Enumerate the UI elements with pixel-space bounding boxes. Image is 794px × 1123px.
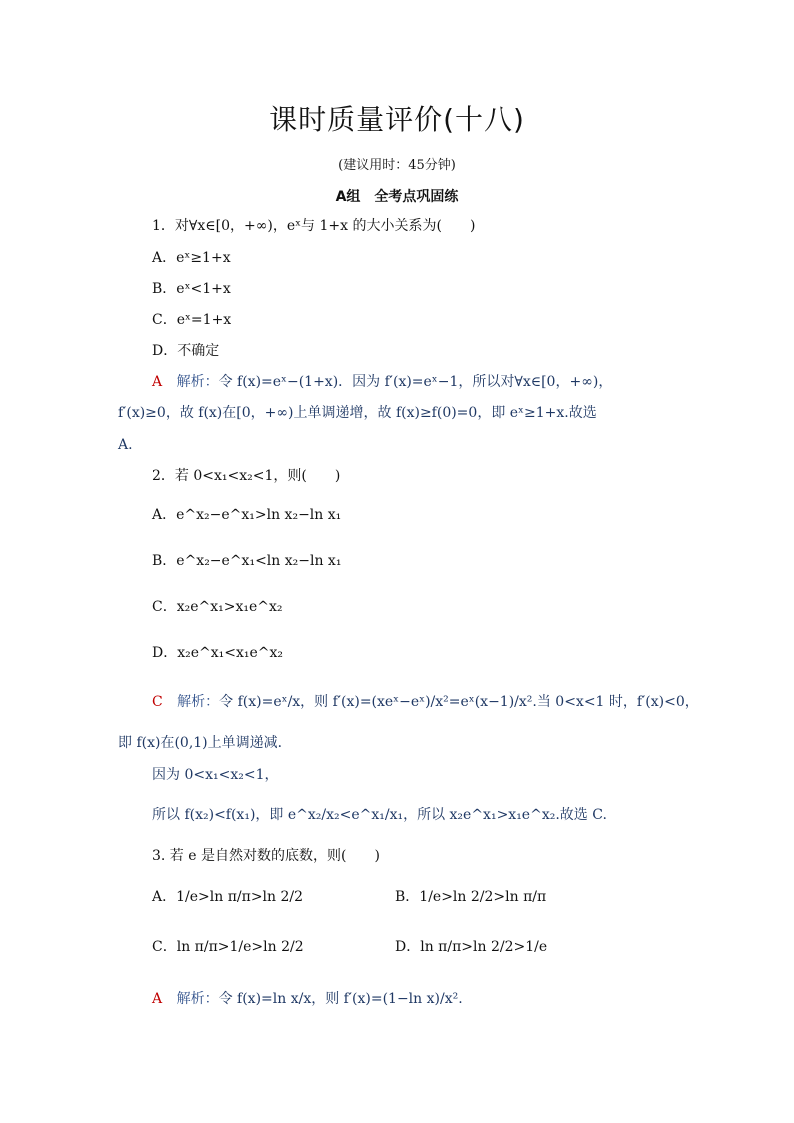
question-1-option-b: B．eˣ<1+x [152,281,231,297]
question-1-option-a: A．eˣ≥1+x [152,250,231,266]
question-1-answer: A [152,374,163,390]
question-3-option-c: C．ln π/π>1/e>ln 2/2 [152,939,304,955]
question-2-analysis-line-4: 所以 f(x₂)<f(x₁)，即 e^x₂/x₂<e^x₁/x₁，所以 x₂e^x₁>x₁e^x₂.故选 C. [152,807,607,823]
time-note: (建议用时：45分钟) [338,158,456,173]
question-2-stem: 2．若 0<x₁<x₂<1，则( ) [152,468,341,484]
question-3-answer: A [152,991,163,1007]
question-2-analysis-row [152,693,699,711]
question-2-analysis-line-2: 即 f(x)在(0,1)上单调递减． [118,735,292,751]
question-2-analysis-label: 解析： [177,694,220,710]
question-3-stem: 3. 若 e 是自然对数的底数，则( ) [152,848,380,864]
question-2-answer: C [152,694,163,710]
group-heading: A组 全考点巩固练 [335,189,459,205]
question-1-stem: 1．对∀x∈[0，+∞)，eˣ与 1+x 的大小关系为( ) [152,218,476,234]
question-3-analysis-label: 解析： [176,991,219,1007]
question-2-analysis-line-1: 令 f(x)=eˣ/x，则 f′(x)=(xeˣ−eˣ)/x²=eˣ(x−1)/x².当 0<x<1 时，f′(x)<0， [219,694,699,710]
question-1-analysis-label: 解析： [176,374,219,390]
question-3-analysis-line-1: 令 f(x)=ln x/x，则 f′(x)=(1−ln x)/x². [218,991,463,1007]
question-1-analysis-line-2: f′(x)≥0，故 f(x)在[0，+∞)上单调递增，故 f(x)≥f(0)=0，即 eˣ≥1+x.故选 [118,405,597,421]
question-1-option-c: C．eˣ=1+x [152,312,232,328]
question-2-option-a: A．e^x₂−e^x₁>ln x₂−ln x₁ [152,507,342,523]
question-1-analysis-row [152,373,612,391]
question-3-analysis-row [152,990,463,1008]
question-2-option-b: B．e^x₂−e^x₁<ln x₂−ln x₁ [152,553,342,569]
question-1-analysis-line-1: 令 f(x)=eˣ−(1+x)．因为 f′(x)=eˣ−1，所以对∀x∈[0，+∞)， [218,374,613,390]
question-2-option-c: C．x₂e^x₁>x₁e^x₂ [152,599,283,615]
question-3-option-a: A．1/e>ln π/π>ln 2/2 [152,889,304,905]
question-2-option-d: D．x₂e^x₁<x₁e^x₂ [152,645,284,661]
question-3-option-b: B．1/e>ln 2/2>ln π/π [395,889,547,905]
question-3-option-d: D．ln π/π>ln 2/2>1/e [395,939,548,955]
question-1-option-d: D．不确定 [152,343,220,359]
question-2-analysis-line-3: 因为 0<x₁<x₂<1， [152,767,279,783]
page-title: 课时质量评价(十八) [269,103,525,136]
question-1-analysis-line-3: A. [118,437,133,453]
